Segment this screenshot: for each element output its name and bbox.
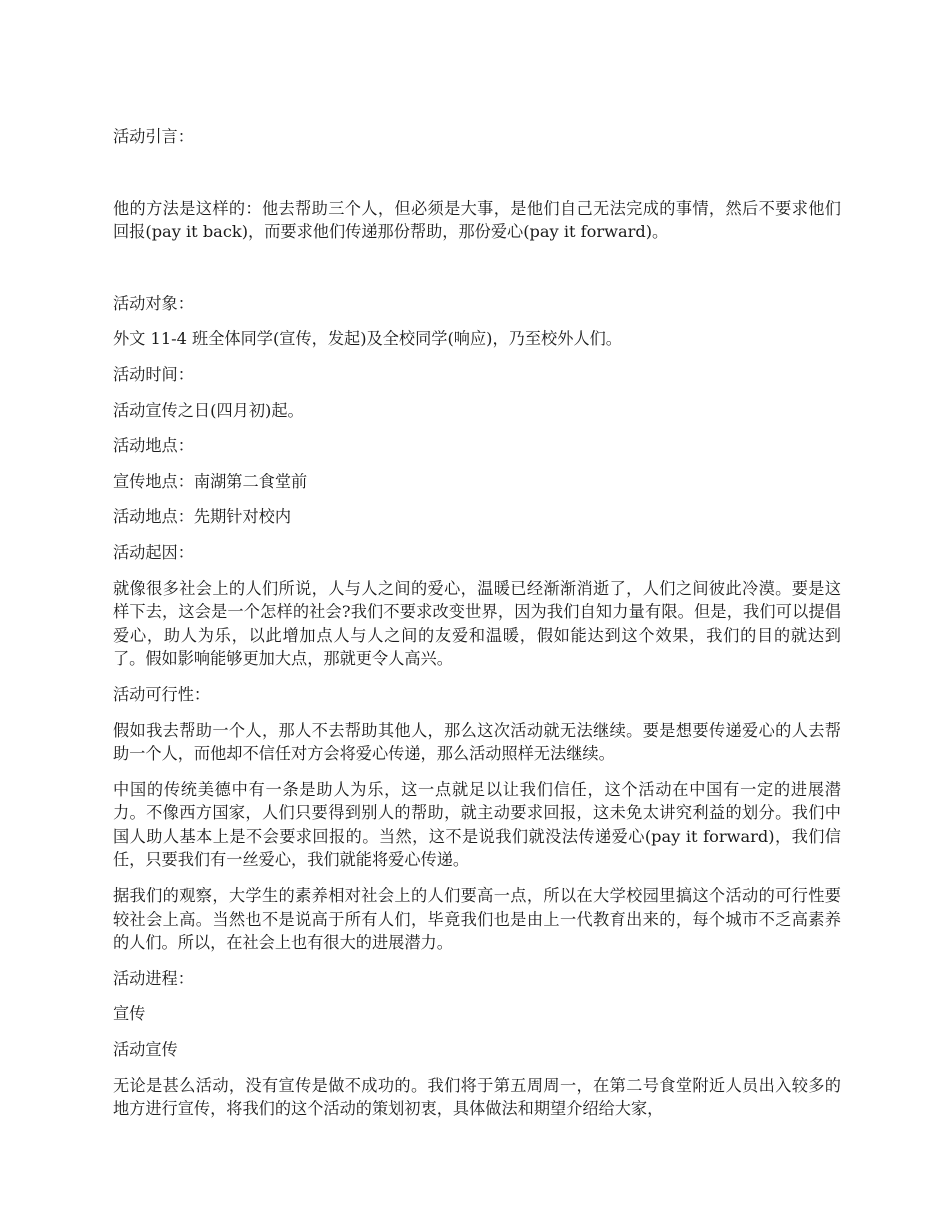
document-body bbox=[113, 125, 841, 1133]
activity-location-text: 活动地点：先期针对校内 bbox=[113, 507, 292, 527]
section-heading-introduction: 活动引言： bbox=[113, 127, 194, 146]
section-heading-process: 活动进程： bbox=[113, 968, 194, 988]
audience-text: 外文 11-4 班全体同学(宣传，发起)及全校同学(响应)，乃至校外人们。 bbox=[113, 329, 622, 349]
section-heading-feasibility: 活动可行性： bbox=[113, 684, 211, 704]
section-heading-audience: 活动对象： bbox=[113, 293, 194, 313]
section-heading-time: 活动时间： bbox=[113, 364, 194, 384]
introduction-text: 他的方法是这样的：他去帮助三个人，但必须是大事，是他们自己无法完成的事情，然后不要求他们回报(pay it back)，而要求他们传递那份帮助，那份爱心(pay it forward)。 bbox=[113, 198, 841, 242]
feasibility-text-2: 中国的传统美德中有一条是助人为乐，这一点就足以让我们信任，这个活动在中国有一定的进展潜力。不像西方国家，人们只要得到别人的帮助，就主动要求回报，这未免太讲究利益的划分。我们中国人助人基本上是不会要求回报的。当然，这不是说我们就没法传递爱心(pay it forward)，我们信任，只要我们有一丝爱心，我们就能将爱心传递。 bbox=[113, 779, 841, 870]
promotion-location-text: 宣传地点：南湖第二食堂前 bbox=[113, 471, 308, 491]
process-step-promotion: 宣传 bbox=[113, 1004, 146, 1024]
time-text: 活动宣传之日(四月初)起。 bbox=[113, 400, 304, 420]
cause-text: 就像很多社会上的人们所说，人与人之间的爱心，温暖已经渐渐消逝了，人们之间彼此冷漠。要是这样下去，这会是一个怎样的社会?我们不要求改变世界，因为我们自知力量有限。但是，我们可以提倡爱心，助人为乐，以此增加点人与人之间的友爱和温暖，假如能达到这个效果，我们的目的就达到了。假如影响能够更加大点，那就更令人高兴。 bbox=[113, 578, 841, 669]
feasibility-text-1: 假如我去帮助一个人，那人不去帮助其他人，那么这次活动就无法继续。要是想要传递爱心的人去帮助一个人，而他却不信任对方会将爱心传递，那么活动照样无法继续。 bbox=[113, 720, 841, 764]
feasibility-text-3: 据我们的观察，大学生的素养相对社会上的人们要高一点，所以在大学校园里搞这个活动的可行性要较社会上高。当然也不是说高于所有人们，毕竟我们也是由上一代教育出来的，每个城市不乏高素养的人们。所以，在社会上也有很大的进展潜力。 bbox=[113, 886, 841, 953]
promotion-text: 无论是甚么活动，没有宣传是做不成功的。我们将于第五周周一，在第二号食堂附近人员出入较多的地方进行宣传，将我们的这个活动的策划初衷，具体做法和期望介绍给大家， bbox=[113, 1075, 841, 1119]
section-heading-cause: 活动起因： bbox=[113, 542, 194, 562]
subsection-heading-promotion: 活动宣传 bbox=[113, 1040, 178, 1060]
section-heading-location: 活动地点： bbox=[113, 436, 194, 456]
